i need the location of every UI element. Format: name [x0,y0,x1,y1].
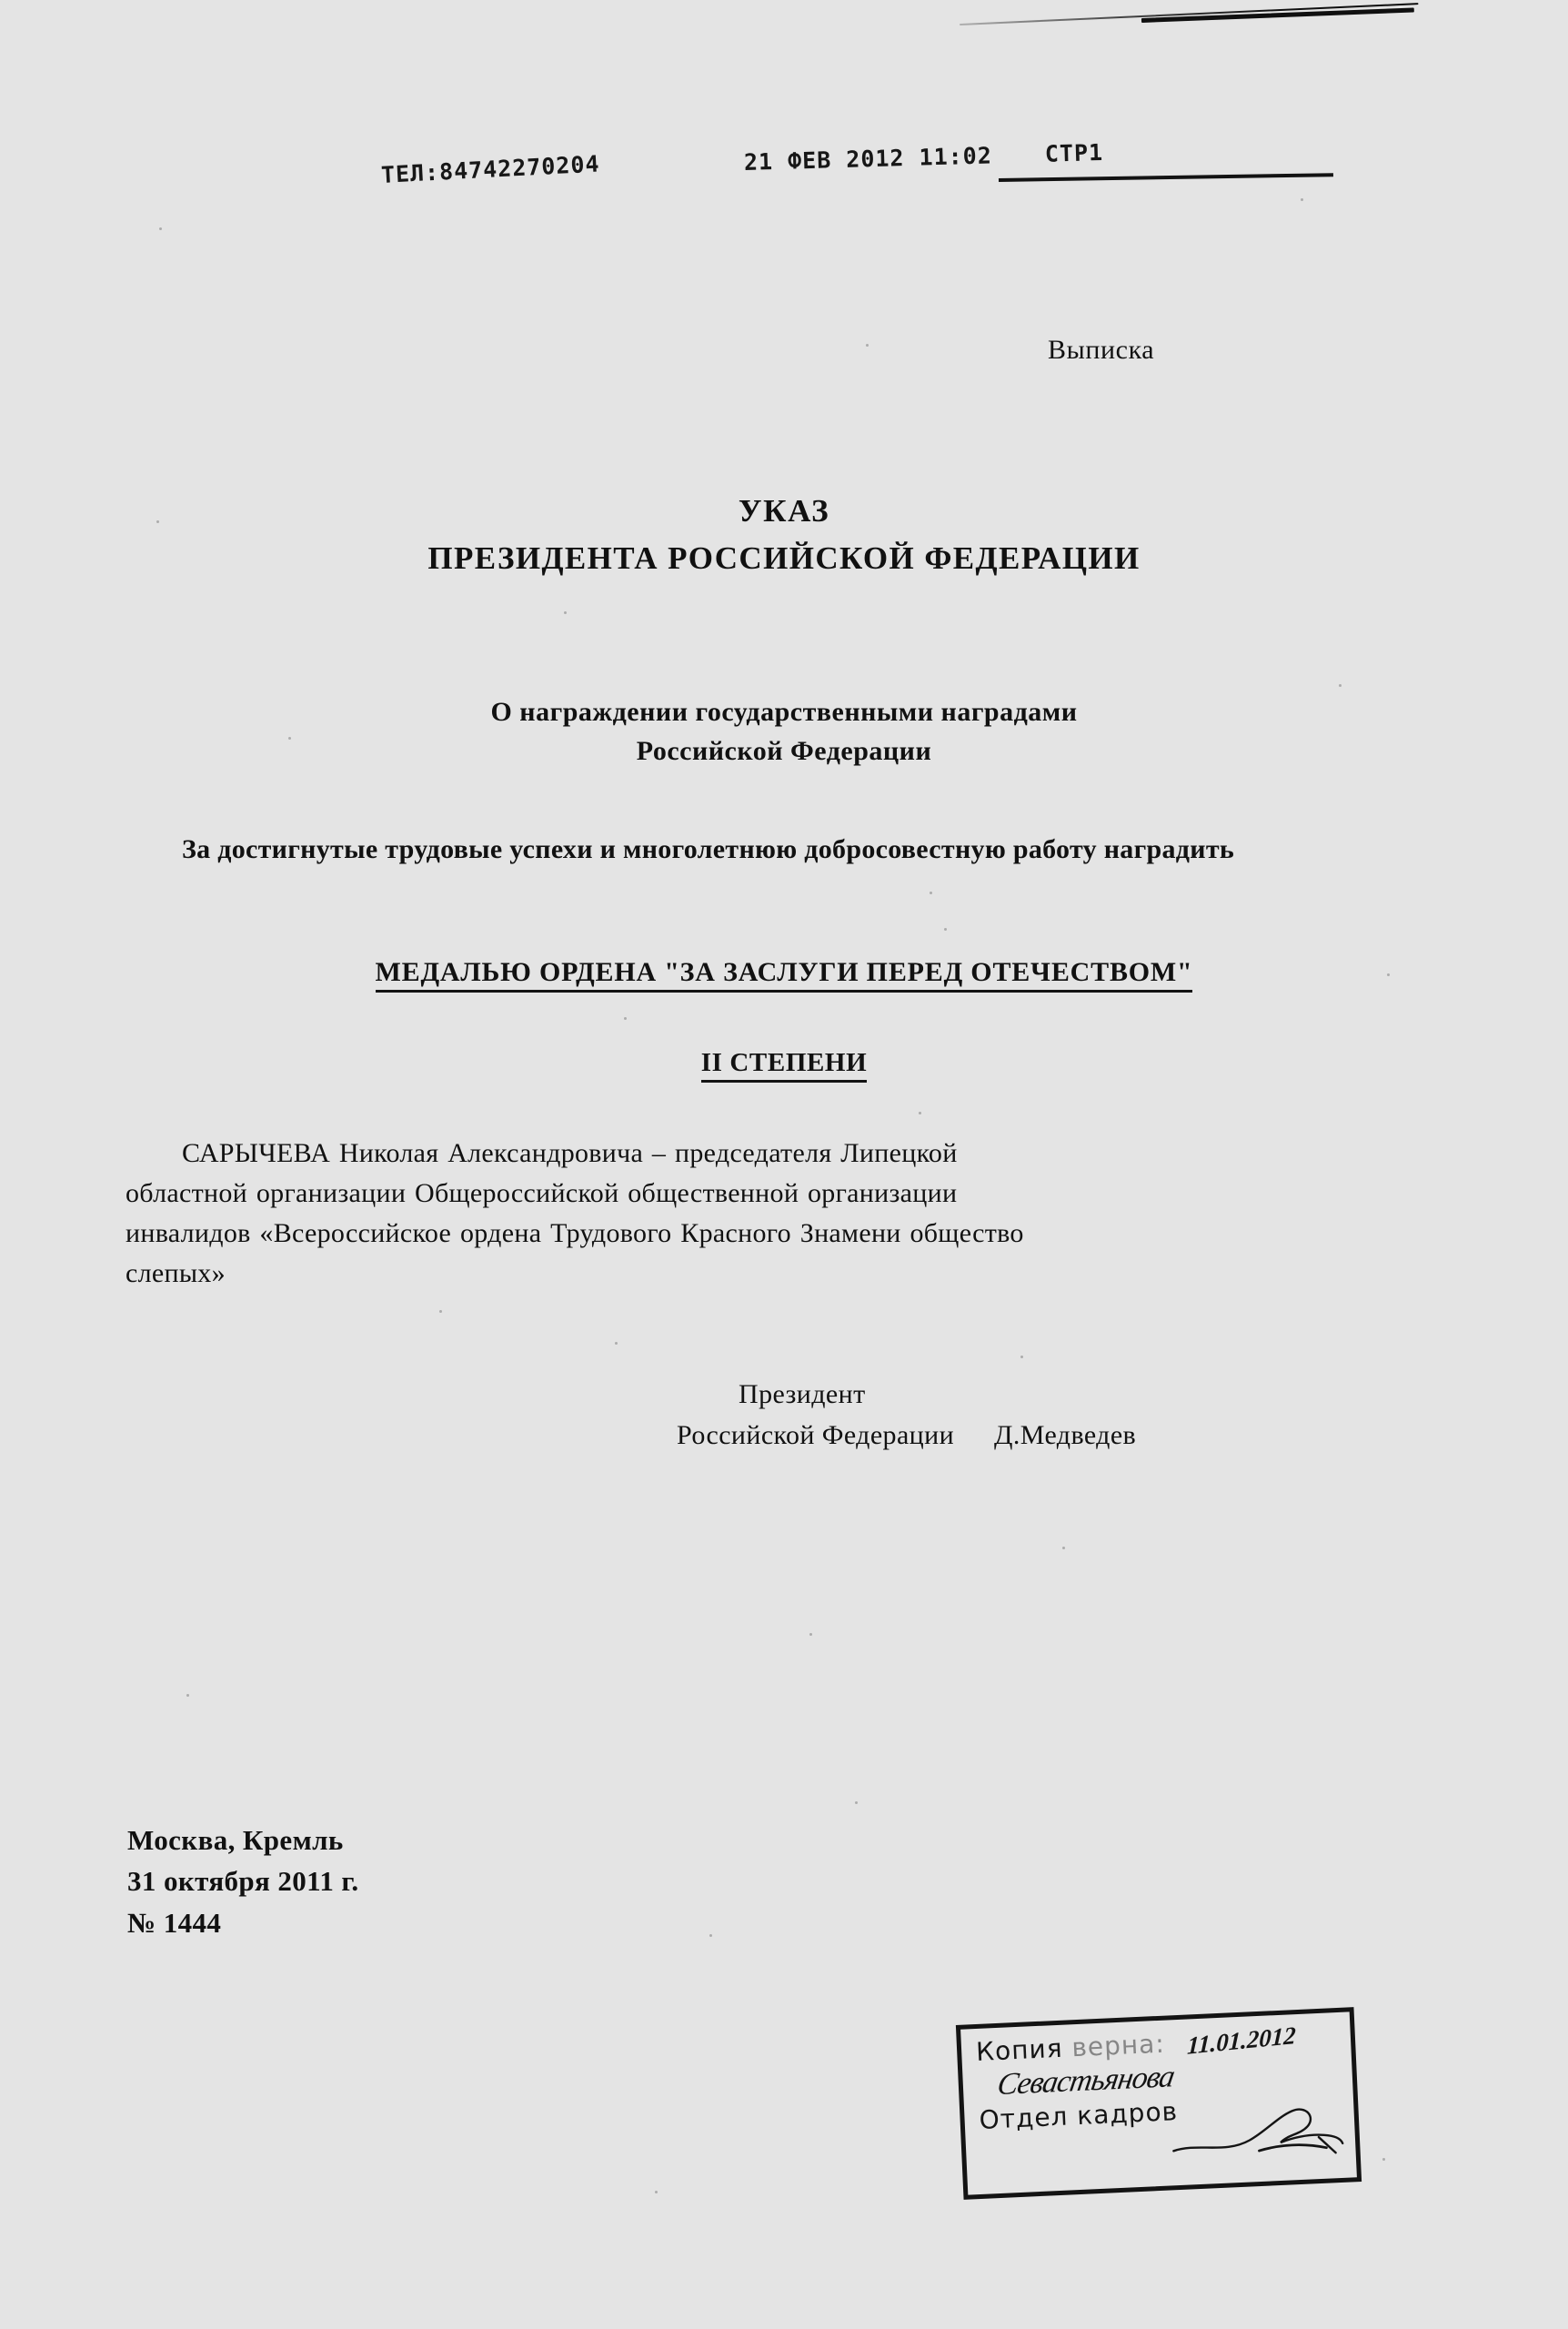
award-degree-text: II СТЕПЕНИ [701,1048,867,1083]
document-subject-block [0,693,1568,771]
signer-name: Д.Медведев [994,1420,1137,1450]
scan-speck [1062,1547,1065,1549]
stamp-label-kopiya: Копия [975,2032,1064,2068]
fax-page-number: СТР1 [1044,138,1104,167]
award-clause-paragraph [126,830,1297,870]
scan-speck [944,928,947,931]
scan-speck [159,227,162,230]
issue-place: Москва, Кремль [127,1824,344,1856]
fax-timestamp-line [744,139,1104,176]
recipient-line-4: слепых» [126,1258,226,1289]
scan-speck [439,1310,442,1313]
issue-date: 31 октября 2011 г. [127,1865,359,1898]
award-name-line [0,957,1568,988]
scan-speck [1382,2158,1385,2161]
recipient-line-3: инвалидов «Всероссийское ордена Трудового Красного Знамени общество [126,1218,1024,1249]
stamp-label-verna: верна: [1070,2028,1166,2063]
stamp-handwritten-date: 11.01.2012 [1186,2021,1296,2060]
scan-speck [1339,684,1342,687]
page-title: УКАЗ [738,493,830,529]
document-title-block [0,493,1568,577]
award-clause-text: За достигнутые трудовые успехи и многолетнюю добросовестную работу наградить [182,834,1235,864]
award-degree-line [0,1048,1568,1078]
fax-tel-number: ТЕЛ:84742270204 [380,150,601,188]
scan-speck [156,520,159,523]
recipient-paragraph [126,1134,1297,1294]
scan-speck [615,1342,618,1345]
certification-stamp [956,2007,1362,2200]
scan-speck [564,611,567,614]
issue-details-block [127,1820,359,1943]
page-subtitle: ПРЕЗИДЕНТА РОССИЙСКОЙ ФЕДЕРАЦИИ [427,540,1141,576]
signer-role-line-2-row [677,1415,1136,1456]
scan-speck [288,737,291,740]
scan-speck [655,2191,658,2193]
recipient-line-2: областной организации Общероссийской общественной организации [126,1178,958,1209]
scan-speck [624,1017,627,1020]
fax-timestamp: 21 ФЕВ 2012 11:02 [743,142,993,176]
scan-speck [186,1694,189,1697]
extract-label: Выписка [1048,335,1155,365]
scan-speck [866,344,869,347]
scan-speck [1387,973,1390,976]
scan-speck [930,892,932,894]
scan-speck [709,1934,712,1937]
fax-header-underline [999,173,1333,182]
stamp-handwritten-signature: Севастьянова [994,2060,1177,2102]
scan-speck [809,1633,812,1636]
scan-speck [919,1112,921,1114]
subject-line-1: О награждении государственными наградами [490,697,1078,727]
signer-role-line-1: Президент [739,1379,866,1409]
signature-block [677,1374,1136,1456]
certification-stamp-inner [960,2011,1357,2194]
scan-speck [1301,198,1303,201]
recipient-line-1: САРЫЧЕВА Николая Александровича – председателя Липецкой [182,1138,958,1168]
signer-role-line-2: Российской Федерации [677,1420,955,1450]
scan-speck [1020,1356,1023,1358]
scan-speck [855,1801,858,1804]
issue-number: № 1444 [127,1906,222,1939]
stamp-department-label: Отдел кадров [978,2096,1179,2135]
award-name-text: МЕДАЛЬЮ ОРДЕНА "ЗА ЗАСЛУГИ ПЕРЕД ОТЕЧЕСТВОМ" [376,957,1193,993]
subject-line-2: Российской Федерации [636,735,932,766]
